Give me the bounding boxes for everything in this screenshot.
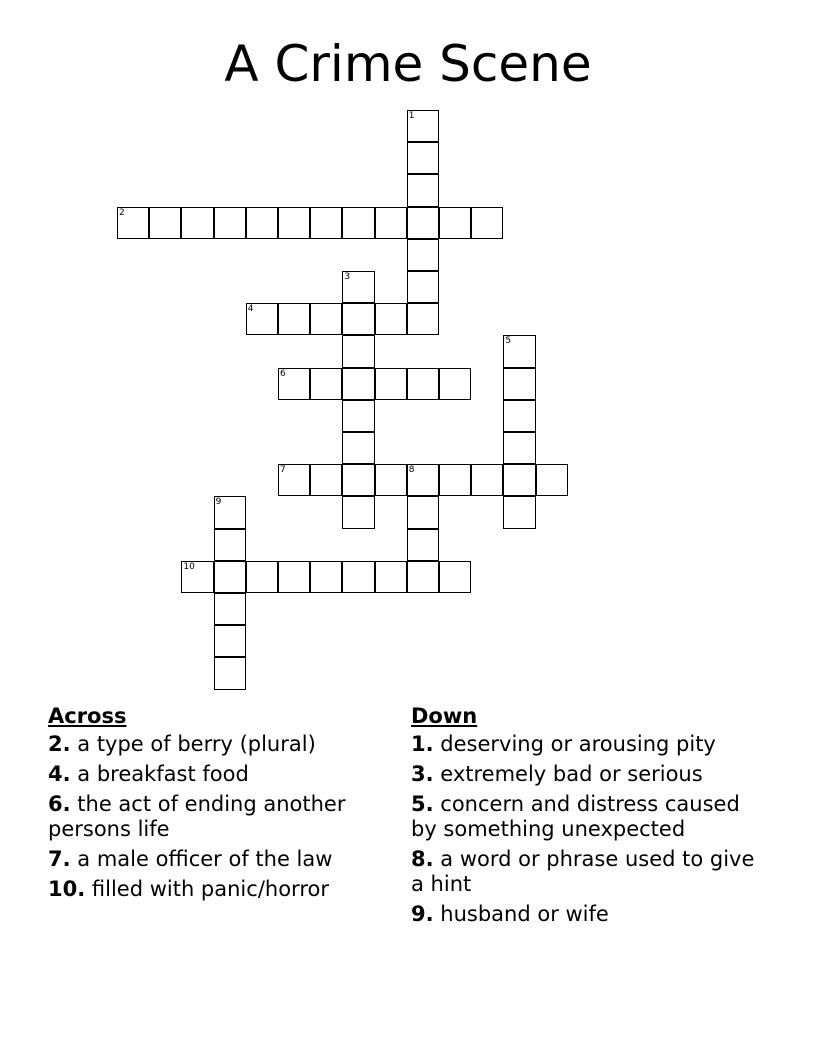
down-clues [411,702,771,932]
grid-cell[interactable] [214,496,246,528]
grid-cell[interactable] [278,303,310,335]
clue-number: 3 [344,272,351,282]
grid-cell[interactable] [407,368,439,400]
grid-cell[interactable] [439,207,471,239]
clue-number: 10 [183,561,195,572]
down-heading: Down [411,704,478,728]
clue-number: 8 [408,465,415,476]
grid-cell[interactable] [407,271,439,303]
grid-cell[interactable] [503,432,535,464]
grid-cell[interactable] [503,464,535,496]
clue-number: 9 [215,497,222,508]
down-clue [411,792,771,842]
grid-cell[interactable] [407,207,439,239]
grid-cell[interactable] [439,464,471,496]
grid-cell[interactable] [310,464,342,496]
grid-cell[interactable] [342,561,374,593]
clue-text: a breakfast food [70,762,249,786]
grid-cell[interactable] [375,207,407,239]
grid-cell[interactable] [407,110,439,142]
across-clue [48,792,418,842]
grid-cell[interactable] [342,432,374,464]
clue-number: 5 [505,336,512,347]
clue-number-label: 10. [48,877,86,901]
across-clue-list [48,732,418,902]
grid-cell[interactable] [310,207,342,239]
grid-cell[interactable] [149,207,181,239]
grid-cell[interactable] [214,593,246,625]
clue-number: 7 [280,465,286,476]
down-clue [411,902,771,927]
clue-text: a male officer of the law [70,847,333,871]
clue-number-label: 5. [411,792,434,816]
clue-number-label: 3. [411,762,434,786]
grid-cell[interactable] [310,561,342,593]
grid-cell[interactable] [536,464,568,496]
clue-number-label: 9. [411,902,434,926]
clue-text: concern and distress caused by something unexpected [411,792,740,841]
grid-cell[interactable] [471,207,503,239]
clue-number: 1 [408,111,415,121]
grid-cell[interactable] [407,303,439,335]
grid-cell[interactable] [310,303,342,335]
grid-cell[interactable] [246,207,278,239]
grid-cell[interactable] [439,561,471,593]
across-clue [48,732,418,757]
across-clue [48,877,418,902]
down-clue [411,732,771,757]
grid-cell[interactable] [375,368,407,400]
clue-number-label: 7. [48,847,71,871]
clue-number: 2 [119,207,125,218]
grid-cell[interactable] [214,207,246,239]
clue-number: 6 [280,368,286,379]
across-heading: Across [48,704,127,728]
grid-cell[interactable] [117,207,149,239]
grid-cell[interactable] [407,174,439,206]
grid-cell[interactable] [342,400,374,432]
clue-text: a type of berry (plural) [70,732,316,756]
grid-cell[interactable] [375,303,407,335]
grid-cell[interactable] [214,625,246,657]
grid-cell[interactable] [407,142,439,174]
grid-cell[interactable] [503,368,535,400]
grid-cell[interactable] [278,464,310,496]
clue-text: husband or wife [433,902,609,926]
grid-cell[interactable] [214,657,246,689]
grid-cell[interactable] [246,303,278,335]
down-clue [411,762,771,787]
clue-number-label: 4. [48,762,71,786]
clue-number-label: 6. [48,792,71,816]
grid-cell[interactable] [181,207,213,239]
down-clue-list [411,732,771,927]
grid-cell[interactable] [214,561,246,593]
grid-cell[interactable] [503,496,535,528]
clue-text: filled with panic/horror [85,877,329,901]
grid-cell[interactable] [407,496,439,528]
grid-cell[interactable] [342,271,374,303]
grid-cell[interactable] [407,561,439,593]
grid-cell[interactable] [278,368,310,400]
clue-number: 4 [247,304,254,315]
grid-cell[interactable] [342,303,374,335]
grid-cell[interactable] [342,368,374,400]
grid-cell[interactable] [342,335,374,367]
grid-cell[interactable] [342,496,374,528]
grid-cell[interactable] [503,400,535,432]
grid-cell[interactable] [471,464,503,496]
grid-cell[interactable] [375,464,407,496]
grid-cell[interactable] [342,207,374,239]
grid-cell[interactable] [375,561,407,593]
clue-number-label: 1. [411,732,434,756]
clue-text: the act of ending another persons life [48,792,346,841]
grid-cell[interactable] [310,368,342,400]
clue-text: a word or phrase used to give a hint [411,847,755,896]
grid-cell[interactable] [278,207,310,239]
grid-cell[interactable] [407,464,439,496]
grid-cell[interactable] [342,464,374,496]
grid-cell[interactable] [246,561,278,593]
grid-cell[interactable] [278,561,310,593]
grid-cell[interactable] [407,529,439,561]
clue-number-label: 2. [48,732,71,756]
puzzle-title: A Crime Scene [224,35,592,93]
grid-cell[interactable] [407,239,439,271]
across-clues [48,702,418,907]
grid-cell[interactable] [214,529,246,561]
grid-cell[interactable] [181,561,213,593]
grid-cell[interactable] [503,335,535,367]
across-clue [48,762,418,787]
across-clue [48,847,418,872]
clue-text: extremely bad or serious [433,762,703,786]
clue-text: deserving or arousing pity [433,732,716,756]
down-clue [411,847,771,897]
clue-number-label: 8. [411,847,434,871]
grid-cell[interactable] [439,368,471,400]
